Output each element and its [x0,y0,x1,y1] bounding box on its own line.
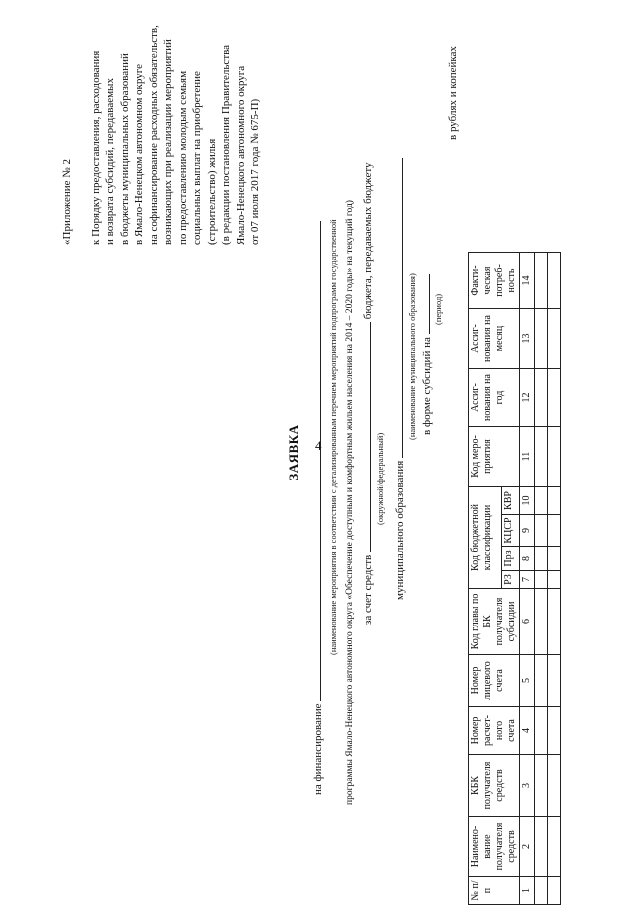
annex-line: Ямало-Ненецкого автономного округа [234,65,247,245]
table-subheader-cell: КЦСР [501,515,519,547]
currency-note: в рублях и копейках [447,46,459,140]
annex-line: к Порядку предоставления, расходования [89,50,102,245]
column-number: 4 [520,707,535,755]
column-number: 5 [520,655,535,707]
table-header-cell: Ассиг-нования на месяц [469,309,520,369]
subsidy-row [419,274,433,435]
financing-label: на финансирование [312,703,324,795]
table-header-cell: Факти-ческая потреб-ность [469,253,520,309]
annex-heading: «Приложение № 2 [61,158,73,245]
municipality-row [392,158,406,600]
table-row [548,253,561,905]
table-header-cell: КБК получателя средств [469,755,520,817]
column-number: 6 [520,589,535,655]
funds-hint: (окружной/федеральный) [375,432,385,525]
column-number: 3 [520,755,535,817]
annex-line: в Ямало-Ненецком автономном округе [133,63,145,245]
annex-line: и возврата субсидий, передаваемых [104,78,116,245]
column-number: 12 [520,369,535,427]
annex-line: в бюджеты муниципальных образований [118,53,131,245]
document-title: ЗАЯВКА [286,424,301,481]
annex-line: (строительство) жилья [205,138,218,245]
annex-line: на софинансирование расходных обязательств, [147,25,160,245]
financing-row [310,221,324,795]
annex-line: возникающих при реализации мероприятий [162,39,174,245]
table-header-cell: Наимено-вание получателя средств [469,817,520,877]
funds-field [360,322,371,552]
budget-suffix: бюджета, передаваемых бюджету [362,162,374,320]
table-header-cell: № п/п [469,877,520,905]
column-number-row [520,253,535,905]
table-header-cell: Номер лицевого счета [469,655,520,707]
funds-label: за счет средств [362,554,374,625]
table-subheader-cell: Прз [501,547,519,571]
municipality-field [392,158,403,458]
column-number: 9 [520,515,535,547]
period-field [419,274,430,334]
column-number: 13 [520,309,535,369]
municipality-hint: (наименование муниципального образования) [407,273,417,440]
subsidy-label: в форме субсидий на [421,337,433,435]
column-number: 1 [520,877,535,905]
table-header-cell: Код главы по БК получателя субсидии [469,589,520,655]
annex-line: от 07 июля 2017 года № 675-П) [249,98,261,245]
request-table [468,252,561,905]
column-number: 7 [520,571,535,589]
annex-line: (в редакции постановления Правительства [220,44,232,245]
program-text: программы Ямало-Ненецкого автономного округа «Обеспечение доступным и комфортным жильем населения на 2014 – 2020 годы» на текущий год) [345,200,355,805]
funds-row [360,163,374,626]
financing-hint: (наименование мероприятия в соответствии с детализированным перечнем мероприятий подпрограмм государственной [328,219,338,655]
table-subheader-cell: РЗ [501,571,519,589]
period-hint: (период) [433,293,443,325]
table-header-cell: Номер расчет-ного счета [469,707,520,755]
column-number: 8 [520,547,535,571]
column-number: 10 [520,487,535,515]
financing-field [310,221,321,701]
table-subheader-cell: КВР [501,487,519,515]
page-number: 4 [315,438,322,453]
table-row [535,253,548,905]
table-header-row [469,253,502,905]
column-number: 14 [520,253,535,309]
table-header-cell: Код меро-приятия [469,427,520,487]
annex-block [60,5,263,245]
annex-line: по предоставлению молодым семьям [176,70,189,245]
annex-line: социальных выплат на приобретение [191,71,203,245]
table-header-cell: Код бюджетной классификации [469,487,502,589]
column-number: 2 [520,817,535,877]
table-header-cell: Ассиг-нования на год [469,369,520,427]
column-number: 11 [520,427,535,487]
municipality-label: муниципального образования [394,460,406,600]
